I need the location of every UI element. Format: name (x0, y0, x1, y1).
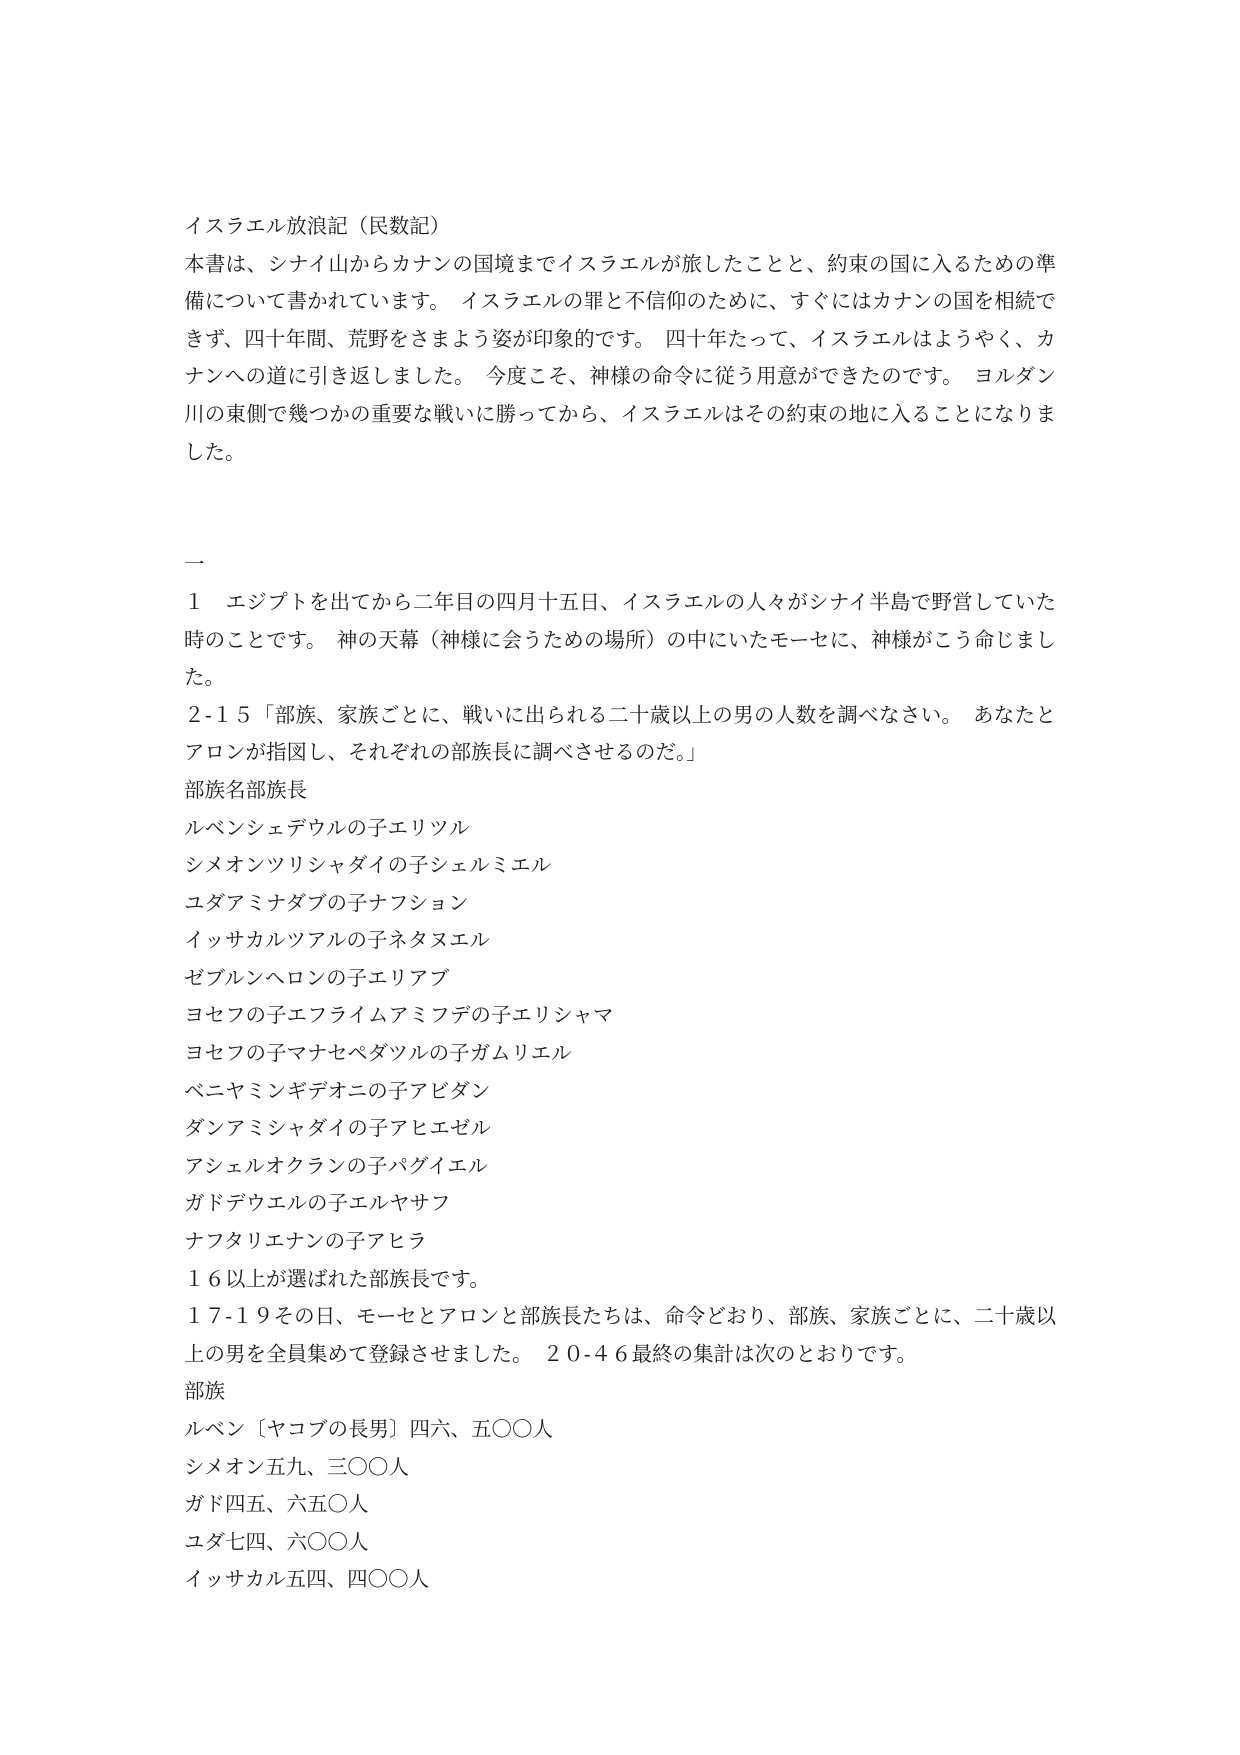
leader-row: ベニヤミンギデオニの子アビダン (184, 1078, 491, 1103)
verse-paragraph: ２‐１５「部族、家族ごとに、戦いに出られる二十歳以上の男の人数を調べなさい。 あなたとアロンが指図し、それぞれの部族長に調べさせるのだ。」 (184, 702, 1056, 765)
leader-row: ルベンシェデウルの子エリツル (184, 815, 470, 840)
verse-line: １６以上が選ばれた部族長です。 (184, 1266, 490, 1291)
census-row: ルベン〔ヤコブの長男〕四六、五〇〇人 (184, 1417, 553, 1441)
leader-row: ヨセフの子エフライムアミフデの子エリシャマ (184, 1003, 614, 1028)
census-row: ガド四五、六五〇人 (184, 1492, 369, 1517)
document-title: イスラエル放浪記（民数記） (184, 214, 451, 238)
blank-line (184, 471, 1056, 509)
leader-row: イッサカルツアルの子ネタヌエル (184, 928, 490, 953)
leader-row: ナフタリエナンの子アヒラ (184, 1229, 428, 1254)
leader-row: シメオンツリシャダイの子シェルミエル (184, 853, 552, 878)
intro-paragraph: 本書は、シナイ山からカナンの国境までイスラエルが旅したことと、約束の国に入るための準備について書かれています。 イスラエルの罪と不信仰のために、すぐにはカナンの国を相続できず、四十年間、荒野をさまよう姿が印象的です。 四十年たって、イスラエルはようやく、カナンへの道に引き返しました。 今度こそ、神様の命令に従う用意ができたのです。 ヨルダン川の東側で幾つかの重要な戦いに勝ってから、イスラエルはその約束の地に入ることになりました。 (184, 251, 1056, 464)
census-row: ユダ七四、六〇〇人 (184, 1529, 369, 1554)
blank-line (184, 509, 1056, 547)
leader-row: ガドデウエルの子エルヤサフ (184, 1191, 451, 1216)
verse-paragraph: １ エジプトを出てから二年目の四月十五日、イスラエルの人々がシナイ半島で野営していた時のことです。 神の天幕（神様に会うための場所）の中にいたモーセに、神様がこう命じました。 (184, 589, 1056, 690)
census-row: イッサカル五四、四〇〇人 (184, 1567, 430, 1592)
census-row: シメオン五九、三〇〇人 (184, 1454, 409, 1479)
census-header: 部族 (184, 1379, 225, 1404)
leaders-header: 部族名部族長 (184, 777, 307, 802)
leader-row: ゼブルンヘロンの子エリアブ (184, 965, 450, 990)
leader-row: アシェルオクランの子パグイエル (184, 1153, 489, 1178)
chapter-heading: 一 (184, 552, 205, 577)
verse-paragraph: １７‐１９その日、モーセとアロンと部族長たちは、命令どおり、部族、家族ごとに、二十歳以上の男を全員集めて登録させました。 ２０‐４６最終の集計は次のとおりです。 (184, 1304, 1056, 1366)
leader-row: ユダアミナダブの子ナフション (184, 890, 469, 915)
document-body (184, 208, 1056, 1599)
leader-row: ヨセフの子マナセペダツルの子ガムリエル (184, 1041, 572, 1066)
leader-row: ダンアミシャダイの子アヒエゼル (184, 1116, 491, 1141)
